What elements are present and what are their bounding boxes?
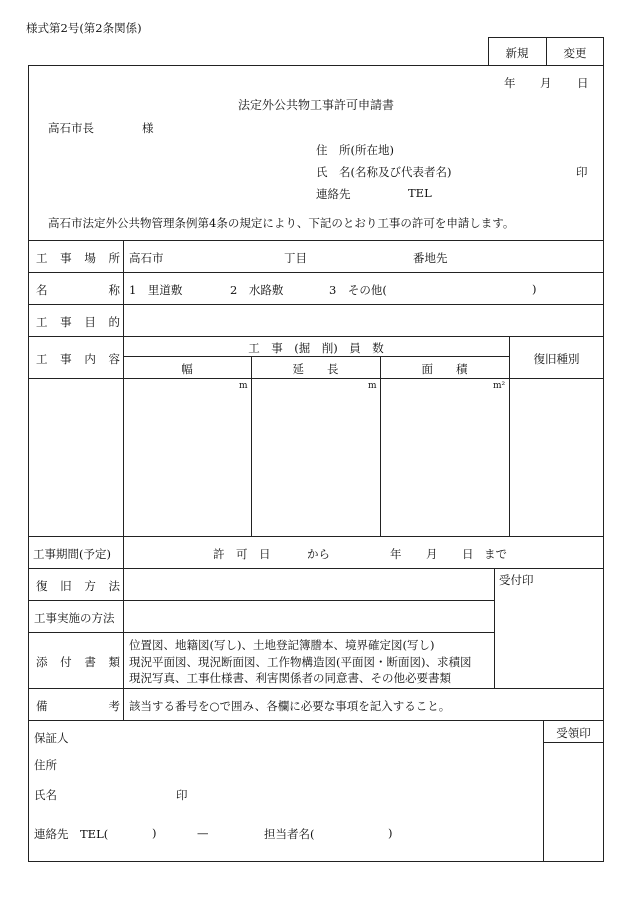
attachments-line2: 現況平面図、現況断面図、工作物構造図(平面図・断面図)、求積図	[129, 655, 472, 669]
category-label: 名称	[36, 283, 120, 297]
receipt-seal-label: 受領印	[556, 726, 591, 740]
attachments-line3: 現況写真、工事仕様書、利害関係者の同意書、その他必要書類	[129, 671, 451, 685]
guarantor-seal: 印	[176, 788, 188, 802]
guarantor-person: 担当者名(	[264, 827, 315, 841]
period-until: まで	[484, 547, 507, 561]
area-unit: m²	[493, 381, 506, 391]
row-line	[123, 356, 509, 357]
label-column-line	[123, 240, 124, 720]
row-line	[28, 272, 604, 273]
row-line	[28, 536, 604, 537]
restore-type-header: 復旧種別	[533, 352, 580, 366]
column-line	[251, 356, 252, 536]
row-line	[28, 304, 604, 305]
addressee: 高石市長	[48, 121, 94, 135]
column-line	[380, 356, 381, 536]
length-unit: m	[368, 381, 377, 391]
date-day: 日	[577, 76, 589, 90]
width-field[interactable]	[127, 394, 247, 532]
change-checkbox-label[interactable]: 変更	[563, 46, 587, 60]
restore-method-label: 復旧方法	[36, 579, 120, 593]
impl-method-field[interactable]	[129, 604, 489, 628]
category-close: )	[532, 282, 537, 296]
content-detail-field[interactable]	[32, 382, 120, 532]
guarantor-dash: —	[197, 826, 209, 840]
address-label: 住 所(所在地)	[316, 143, 394, 157]
guarantor-name: 氏名	[34, 788, 57, 802]
category-road[interactable]: 1 里道敷	[129, 283, 183, 297]
period-permit: 許 可 日	[213, 547, 271, 561]
date-month: 月	[540, 76, 552, 90]
remarks-text: 該当する番号を○で囲み、各欄に必要な事項を記入すること。	[129, 699, 451, 713]
impl-method-label: 工事実施の方法	[34, 611, 115, 625]
width-header: 幅	[181, 362, 193, 376]
date-year: 年	[504, 76, 516, 90]
site-label: 工事場所	[36, 251, 120, 265]
site-chome[interactable]: 丁目	[284, 251, 307, 265]
content-label: 工事内容	[36, 352, 120, 366]
remarks-label: 備考	[36, 699, 120, 713]
purpose-label: 工事目的	[36, 315, 120, 329]
length-field[interactable]	[255, 394, 376, 532]
column-line	[494, 568, 495, 688]
width-unit: m	[239, 381, 248, 391]
period-month: 月	[426, 547, 438, 561]
row-line	[28, 378, 604, 379]
restore-type-field[interactable]	[513, 382, 600, 532]
contact-label: 連絡先	[316, 187, 351, 201]
length-header: 延 長	[292, 362, 339, 376]
guarantor-tel-close: )	[152, 826, 157, 840]
site-banchi[interactable]: 番地先	[413, 251, 448, 265]
applicant-seal: 印	[576, 165, 588, 179]
tel-label: TEL	[408, 186, 432, 200]
purpose-field[interactable]	[129, 308, 599, 332]
area-header: 面 積	[421, 362, 468, 376]
attachments-line1: 位置図、地籍図(写し)、土地登記簿謄本、境界確定図(写し)	[129, 638, 435, 652]
row-line	[28, 688, 604, 689]
row-line	[543, 742, 604, 743]
guarantor-contact: 連絡先 TEL(	[34, 827, 109, 841]
period-label: 工事期間(予定)	[33, 547, 111, 561]
receipt-stamp-label: 受付印	[499, 573, 534, 587]
form-title: 法定外公共物工事許可申請書	[237, 98, 394, 112]
category-other[interactable]: 3 その他(	[329, 283, 387, 297]
row-line	[28, 336, 604, 337]
form-number: 様式第2号(第2条関係)	[26, 21, 142, 35]
name-label: 氏 名(名称及び代表者名)	[316, 165, 452, 179]
column-line	[543, 720, 544, 862]
row-line	[28, 720, 604, 721]
period-year: 年	[390, 547, 402, 561]
restore-method-field[interactable]	[129, 572, 489, 596]
row-line	[28, 632, 494, 633]
row-line	[28, 568, 604, 569]
area-field[interactable]	[384, 394, 505, 532]
category-waterway[interactable]: 2 水路敷	[230, 283, 284, 297]
row-line	[28, 600, 494, 601]
guarantor-address: 住所	[34, 758, 57, 772]
new-checkbox-label[interactable]: 新規	[505, 46, 529, 60]
guarantor-person-close: )	[388, 826, 393, 840]
statement: 高石市法定外公共物管理条例第4条の規定により、下記のとおり工事の許可を申請します。	[48, 216, 515, 230]
honorific: 様	[142, 121, 154, 135]
period-from: から	[307, 547, 330, 561]
row-line	[28, 240, 604, 241]
site-city: 高石市	[129, 251, 164, 265]
excavation-header: 工 事 (掘 削) 員 数	[248, 341, 384, 355]
guarantor-label: 保証人	[34, 731, 69, 745]
period-day: 日	[462, 547, 474, 561]
attachments-label: 添付書類	[36, 655, 120, 669]
